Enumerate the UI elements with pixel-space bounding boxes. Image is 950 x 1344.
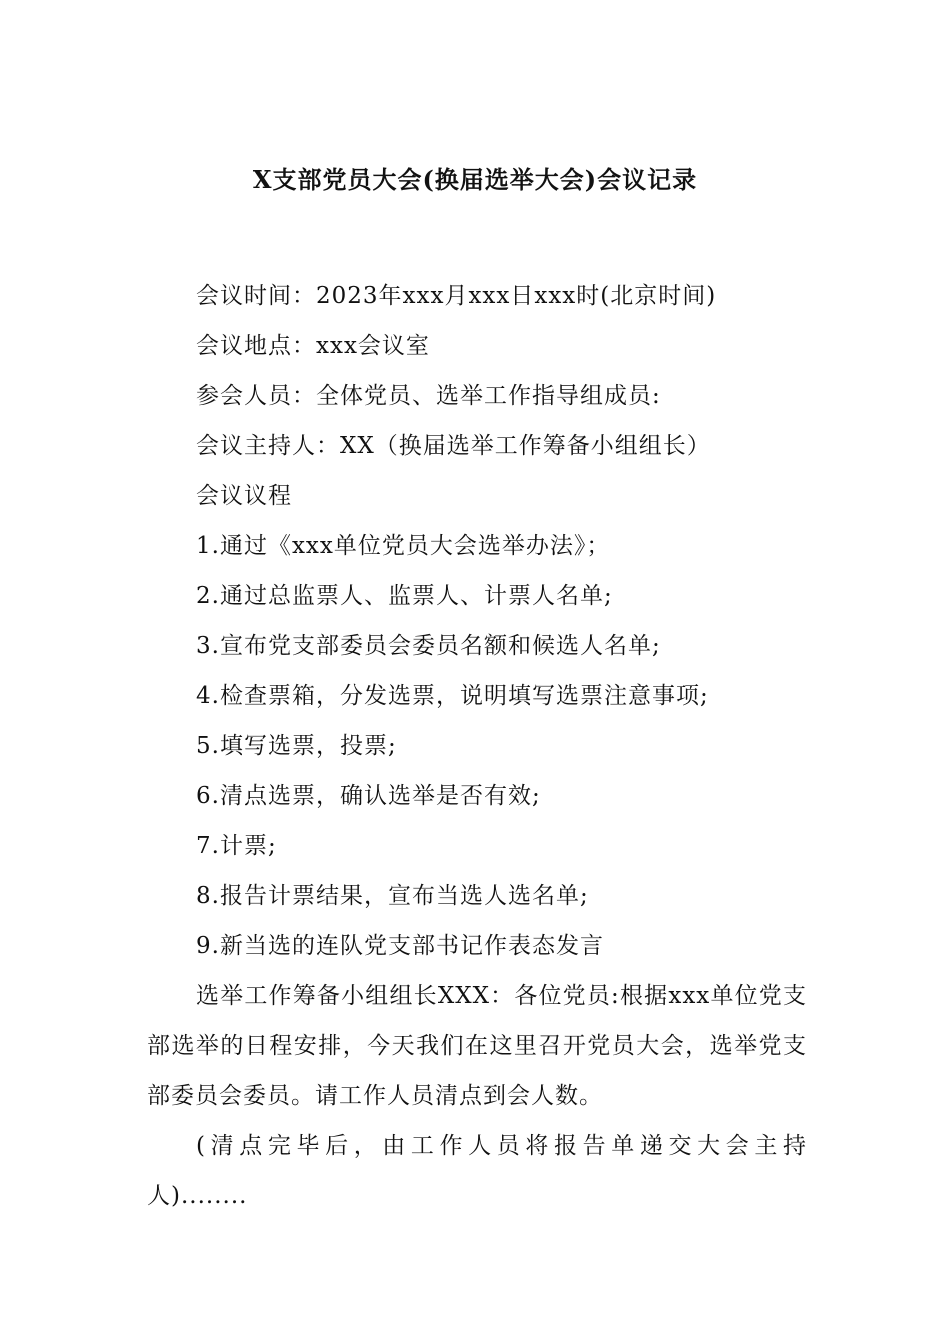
agenda-item: 8.报告计票结果，宣布当选人选名单; (196, 883, 589, 909)
agenda-item: 4.检查票箱，分发选票，说明填写选票注意事项; (196, 683, 709, 709)
agenda-item: 3.宣布党支部委员会委员名额和候选人名单; (196, 633, 661, 659)
agenda-item: 5.填写选票，投票; (196, 733, 397, 759)
agenda-heading: 会议议程 (196, 483, 292, 509)
agenda-item: 7.计票; (196, 833, 277, 859)
meeting-time: 会议时间：2023年xxx月xxx日xxx时(北京时间) (196, 283, 717, 309)
agenda-item: 1.通过《xxx单位党员大会选举办法》； (196, 533, 611, 559)
meeting-attendees: 参会人员：全体党员、选举工作指导组成员: (196, 383, 661, 409)
body-paragraph-note: (清点完毕后，由工作人员将报告单递交大会主持人)........ (147, 1133, 807, 1209)
meeting-place: 会议地点：xxx会议室 (196, 333, 430, 359)
agenda-item: 2.通过总监票人、监票人、计票人名单; (196, 583, 613, 609)
agenda-item: 6.清点选票，确认选举是否有效; (196, 783, 541, 809)
body-paragraph-opening: 选举工作筹备小组组长XXX：各位党员:根据xxx单位党支部选举的日程安排，今天我们在这里召开党员大会，选举党支部委员会委员。请工作人员清点到会人数。 (147, 983, 807, 1109)
meeting-host: 会议主持人：XX（换届选举工作筹备小组组长） (196, 433, 711, 459)
document-title: X支部党员大会(换届选举大会)会议记录 (252, 165, 698, 194)
agenda-item: 9.新当选的连队党支部书记作表态发言 (196, 933, 604, 959)
